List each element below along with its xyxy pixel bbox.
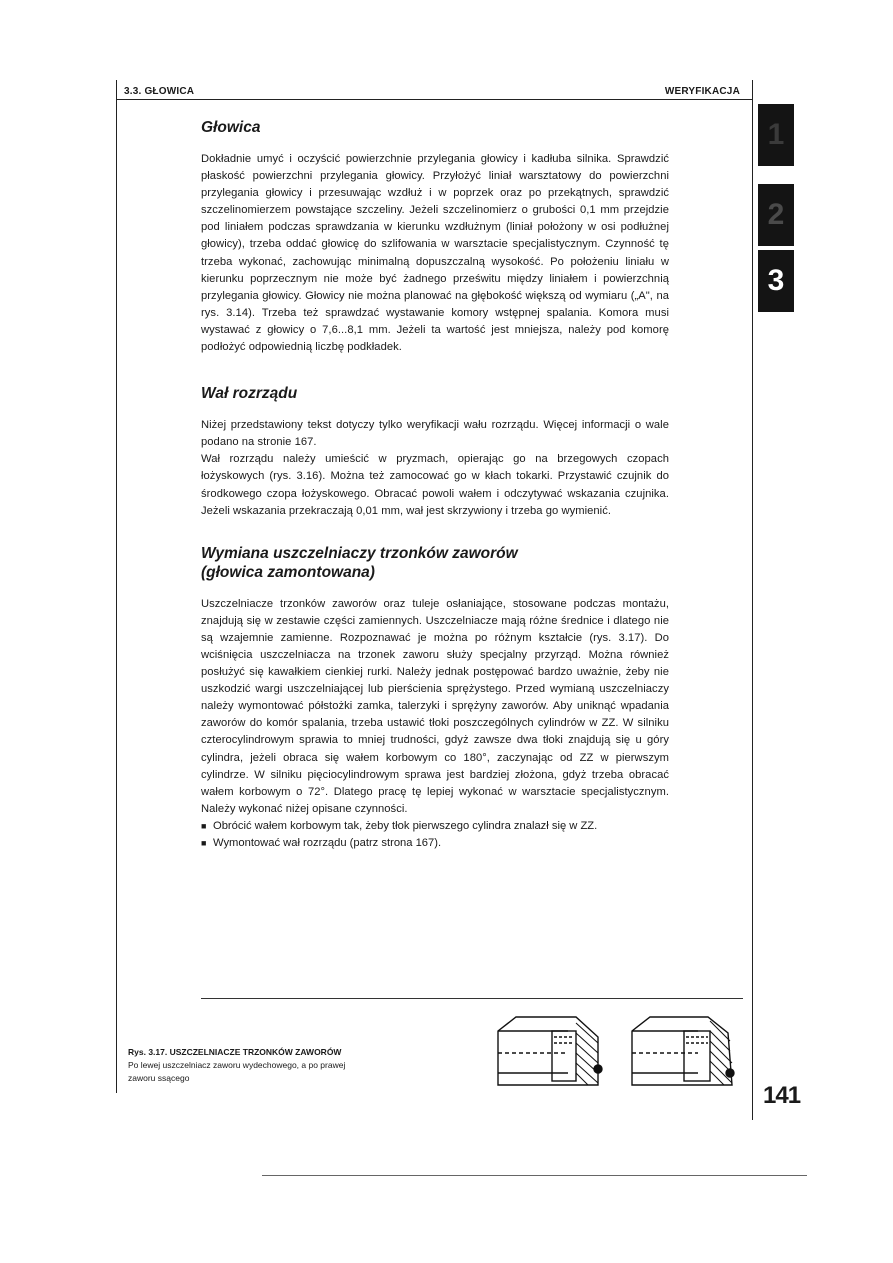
intake-valve-seal-drawing: [628, 1013, 740, 1089]
section-title: Głowica: [201, 119, 261, 136]
section-title: Wał rozrządu: [201, 385, 298, 403]
section-title: [201, 544, 669, 582]
figure-caption: [128, 1046, 418, 1085]
paragraph: Dokładnie umyć i oczyścić powierzchnie przylegania głowicy i kadłuba silnika. Sprawdzić płaskość powierzchni przylegania głowicy. Przyłożyć liniał warsztatowy do powierzchni przylegania głowicy i przesuwając wzdłuż i w poprzek oraz po przekątnych, sprawdzić szczelinomierzem powstające szczeliny. Jeżeli szczelinomierz o grubości 0,1 mm przejdzie pod liniałem podczas sprawdzania w kierunku wzdłużnym (liniał położony w osi podłużnej głowicy), trzeba oddać głowicę do szlifowania w warsztacie specjalistycznym. Czynność tę trzeba wykonać, zachowując minimalną dopuszczalną wysokość. Po położeniu liniału w kierunku poprzecznym nie może być żadnego prześwitu między liniałem i powierzchnią przylegania głowicy. Głowicy nie można planować na głębokość większą od wymiaru („A", na rys. 3.14). Trzeba też sprawdzać wystawanie komory wstępnej spalania. Komora musi wystawać z głowicy o 7,6...8,1 mm. Jeżeli ta wartość jest mniejsza, należy pod komorę podłożyć odpowiednią liczbę podkładek.: [201, 153, 669, 354]
section-title-line-2: (głowica zamontowana): [201, 563, 375, 581]
footer-rule: [262, 1175, 807, 1176]
chapter-tab-2: 2: [758, 184, 794, 246]
paragraph: Wał rozrządu należy umieścić w pryzmach, opierając go na brzegowych czopach łożyskowych (rys. 3.16). Można też zamocować go w kłach tokarki. Przystawić czujnik do środkowego czopa łożyskowego. Obracać powoli wałem i odczytywać wskazania czujnika. Jeżeli wskazania przekraczają 0,01 mm, wał jest skrzywiony i trzeba go wymienić.: [201, 453, 669, 517]
figure-caption-line: Po lewej uszczelniacz zaworu wydechowego, a po prawej: [128, 1060, 346, 1070]
bullet-text: Wymontować wał rozrządu (patrz strona 167).: [213, 837, 442, 849]
square-bullet-icon: ■: [201, 820, 207, 831]
bullet-text: Obrócić wałem korbowym tak, żeby tłok pierwszego cylindra znalazł się w ZZ.: [213, 819, 598, 832]
header-rule: [116, 99, 752, 100]
main-content: [201, 118, 669, 872]
section-wymiana-uszczelniaczy: [201, 544, 669, 852]
section-wal-rozrzadu: [201, 384, 669, 520]
figure-separator-rule: [201, 998, 743, 999]
exhaust-valve-seal-drawing: [494, 1013, 606, 1089]
chapter-tab-1: 1: [758, 104, 794, 166]
running-header-chapter: 3.3. GŁOWICA: [124, 86, 195, 97]
square-bullet-icon: ■: [201, 838, 207, 848]
bullet-item: [201, 835, 669, 852]
right-margin-rule: [752, 80, 753, 1120]
paragraph: Niżej przedstawiony tekst dotyczy tylko weryfikacji wału rozrządu. Więcej informacji o wale podano na stronie 167.: [201, 419, 669, 449]
bullet-item: [201, 818, 669, 835]
section-title-line-1: Wymiana uszczelniaczy trzonków zaworów: [201, 544, 518, 562]
figure-caption-title: Rys. 3.17. USZCZELNIACZE TRZONKÓW ZAWORÓW: [128, 1047, 342, 1057]
section-glowica: [201, 118, 669, 356]
running-header-topic: WERYFIKACJA: [664, 86, 740, 97]
paragraph: Uszczelniacze trzonków zaworów oraz tuleje osłaniające, stosowane podczas montażu, znajdują się w zestawie części zamiennych. Uszczelniacze mają różne średnice i dlatego nie są wzajemnie zamienne. Rozpoznawać je można po różnym kształcie (rys. 3.17). Do wciśnięcia uszczelniacza na trzonek zaworu służy specjalny przyrząd. Można również posłużyć się kawałkiem cienkiej rurki. Należy jednak postępować bardzo uważnie, żeby nie uszkodzić wargi uszczelniającej lub pierścienia sprężystego. Przed wymianą uszczelniaczy należy wymontować półstożki zamka, talerzyki i sprężyny zaworów. Aby uniknąć wpadania zaworów do komór spalania, trzeba ustawić tłoki poszczególnych cylindrów w ZZ. W silniku czterocylindrowym sprawia to mniej trudności, gdyż zawsze dwa tłoki znajdują się u góry cylindra, jeżeli obraca się wałem korbowym co 180°, zaczynając od ZZ w pierwszym cylindrze. W silniku pięciocylindrowym sprawa jest bardziej złożona, gdyż trzeba obracać wałem korbowym o 72°. Dlatego pracę tę lepiej wykonać w warsztacie specjalistycznym. Należy wykonać niżej opisane czynności.: [201, 597, 669, 815]
page-number: 141: [763, 1082, 801, 1109]
left-margin-rule: [116, 80, 117, 1093]
chapter-tab-3-active: 3: [758, 250, 794, 312]
figure-caption-line: zaworu ssącego: [128, 1073, 190, 1083]
